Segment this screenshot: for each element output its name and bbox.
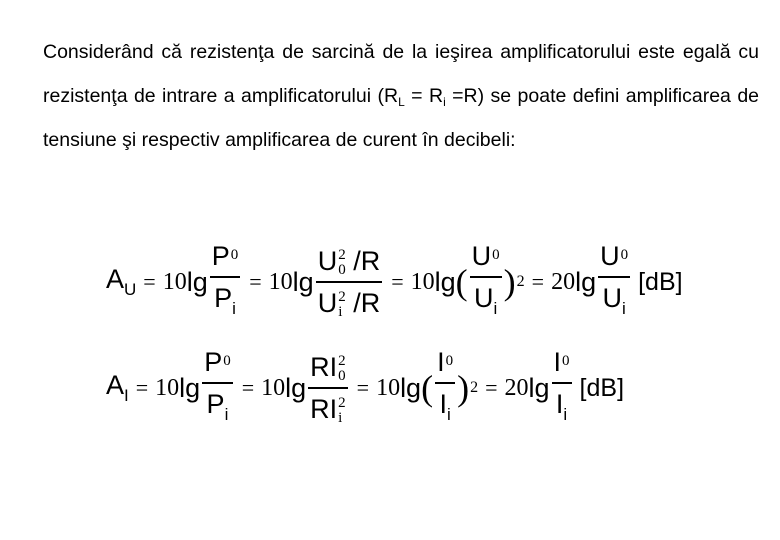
gain-symbol: $A_I$ [106,370,129,405]
intro-text-3: =R) se poate defini amplificarea de tensiune şi respectiv amplificarea de curent în decibeli: [43,85,760,151]
log-operator: lg [575,266,597,297]
coefficient: 10 [261,374,286,401]
coefficient: 20 [551,268,576,295]
current-gain-formula: $A_I$ = 10 lg $\frac{P^0}{P_i}$ = 10 lg RI 2 0 RI 2 i = 10 lg ( $\frac{I^0}{I_i}$ ) 2 = 20 lg $\frac{I^0}{I_i}$ [dB] [106,342,624,434]
equals-sign: = [356,375,370,400]
log-operator: lg [400,372,422,403]
subscript-L: L [398,95,405,109]
equals-sign: = [241,375,255,400]
equals-sign: = [485,375,498,400]
voltage-gain-formula: $A_U$ = 10 lg $\frac{P^0}{P_i}$ = 10 lg U 2 0 /R U 2 i /R = 10 lg ( $\frac{U^0}{U_i}$ ) 2 = 20 lg $\frac{U^0}{U_i}$ [dB] [106,236,683,328]
coefficient: 20 [504,374,529,401]
log-operator: lg [285,372,307,403]
coefficient: 10 [155,374,180,401]
subscript-i: i [443,95,446,109]
coefficient: 10 [268,268,293,295]
coefficient: 10 [410,268,435,295]
log-operator: lg [186,266,208,297]
log-operator: lg [434,266,456,297]
intro-paragraph [43,30,759,162]
equals-sign: = [135,375,149,400]
equals-sign: = [143,269,156,294]
coefficient: 10 [376,374,401,401]
equals-sign: = [391,269,404,294]
equals-sign: = [531,269,545,294]
voltage-squared-ratio: U 2 0 /R U 2 i /R [317,246,381,320]
power-ratio: $\frac{P^0}{P_i}$ [211,241,239,318]
unit-label: [dB] [638,267,683,296]
unit-label: [dB] [579,373,625,402]
coefficient: 10 [162,268,187,295]
gain-symbol: $A_U$ [106,264,137,299]
equals-sign: = [249,269,262,294]
current-squared-ratio: RI 2 0 RI 2 i [310,352,346,426]
log-operator: lg [292,266,314,297]
log-operator: lg [528,372,550,403]
power-ratio: $\frac{P^0}{P_i}$ [204,347,231,424]
log-operator: lg [179,372,201,403]
voltage-ratio-final: $\frac{U^0}{U_i}$ [600,241,629,318]
intro-text-1: Considerând că rezistenţa de sarcină de la ieşirea amplificatorului este egală cu rezistenţa de intrare a amplificatorului (R [43,41,759,107]
current-ratio-final: $\frac{I^0}{I_i}$ [553,347,570,424]
current-ratio: $\frac{I^0}{I_i}$ [437,347,454,424]
intro-text-2: = R [404,85,444,107]
voltage-ratio: $\frac{U^0}{U_i}$ [471,241,500,318]
